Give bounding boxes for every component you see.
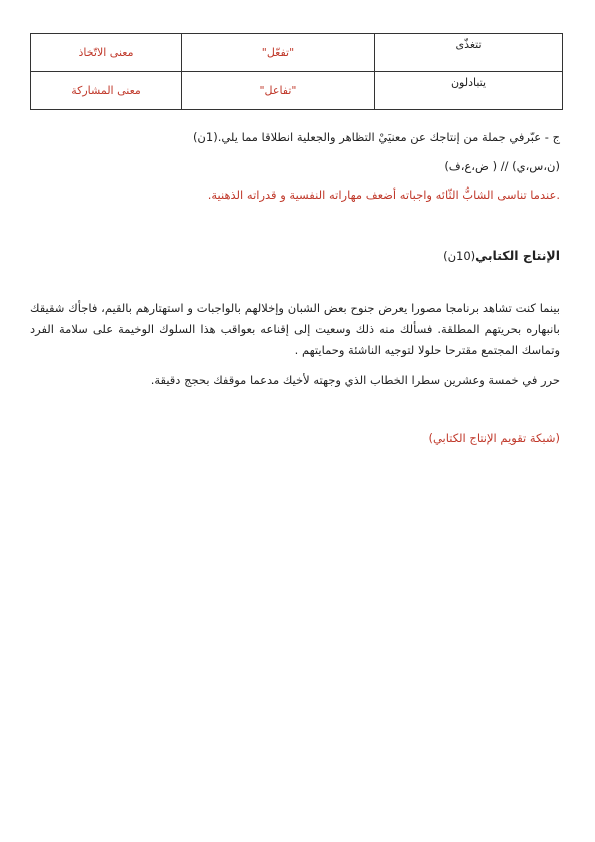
question-prompt: ج - عبّرفي جملة من إنتاجك عن معنيَيْ التظاهر والجعلية انطلاقا مما يلي.(1ن) [192, 130, 560, 144]
table-cell-verb: يتبادلون [375, 72, 563, 110]
table-cell-meaning: معنى الاتّخاذ [31, 34, 182, 72]
production-paragraph: بينما كنت تشاهد برنامجا مصورا يعرض جنوح بعض الشبان وإخلالهم بالواجبات و استهتارهم بالقيم، فاجأك شقيقك بانبهاره بحريتهم المطلقة. فسألك منه ذلك وسعيت إلى إقناعه بعواقب هذا السلوك الوخيمة على سلامة الفرد وتماسك المجتمع مقترحا حلولا لتوجيه الناشئة وحمايتهم . [30, 301, 560, 357]
table-cell-form: "تفاعل" [182, 72, 375, 110]
section-heading-points: (10ن) [443, 249, 476, 263]
section-heading-title: الإنتاج الكتابي [475, 248, 560, 263]
question-answer: .عندما تناسى الشابُّ الثّائه واجباته أضعف مهاراته النفسية و قدراته الذهنية. [207, 188, 560, 202]
table-row [31, 34, 563, 72]
table-row [31, 72, 563, 110]
table-cell-meaning: معنى المشاركة [31, 72, 182, 110]
rubric-label: (شبكة تقويم الإنتاج الكتابي) [428, 431, 560, 445]
section-heading [443, 248, 560, 263]
table-cell-verb: تتغذّى [375, 34, 563, 72]
question-roots: (ن،س،ي) // ( ض،ع،ف) [444, 159, 560, 173]
production-task: حرر في خمسة وعشرين سطرا الخطاب الذي وجهته لأخيك مدعما موقفك بحجج دقيقة. [150, 373, 560, 387]
table-cell-form: "تفعّل" [182, 34, 375, 72]
morphology-table [30, 33, 563, 110]
